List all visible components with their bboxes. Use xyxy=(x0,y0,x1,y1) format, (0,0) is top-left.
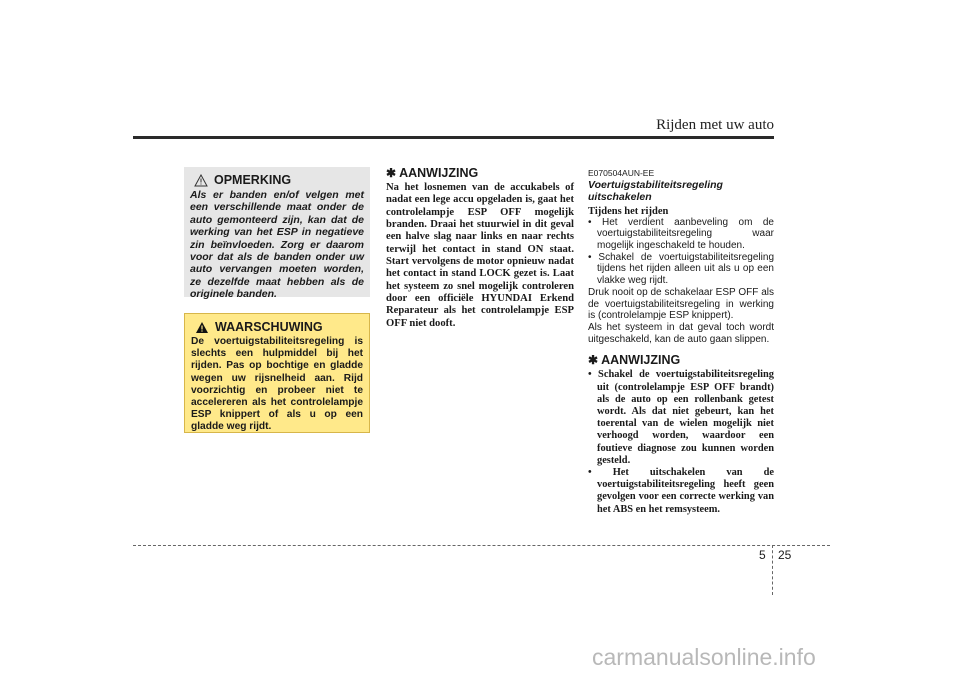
note-box xyxy=(184,167,370,301)
list-item-text: Het verdient aanbeveling om de voertuigstabiliteitsregeling waar mogelijk ingeschakeld te houden. xyxy=(597,216,774,251)
list-item: • Het uitschakelen van de voertuigstabiliteitsregeling heeft geen gevolgen voor een correcte werking van het ABS en het remsysteem. xyxy=(588,466,774,515)
page-number: 25 xyxy=(778,548,792,562)
star-cross-icon: ✱ xyxy=(386,166,397,180)
note-box-heading-row xyxy=(194,173,364,187)
warning-triangle-filled-icon xyxy=(195,321,209,334)
aanwijzing2-heading-row xyxy=(588,353,774,367)
paragraph: Druk nooit op de schakelaar ESP OFF als de voertuigstabiliteitsregeling in werking is (controlelampje ESP knippert). xyxy=(588,286,774,322)
section-code: E070504AUN-EE xyxy=(588,168,655,178)
page-header-title: Rijden met uw auto xyxy=(656,117,774,133)
list-item-text: Schakel de voertuigstabiliteitsregeling tijdens het rijden alleen uit als u op een vlakke weg rijdt. xyxy=(597,251,775,287)
footer-rule xyxy=(133,545,830,546)
warning-box-heading-row xyxy=(195,320,363,334)
list-item-text: Het uitschakelen van de voertuigstabiliteitsregeling heeft geen gevolgen voor een correcte werking van het ABS en het remsysteem. xyxy=(597,466,774,515)
note-box-heading: OPMERKING xyxy=(214,173,292,187)
list-item-text: Schakel de voertuigstabiliteitsregeling uit (controlelampje ESP OFF brandt) als de auto op een rollenbank getest wordt. Als dat niet gebeurt, kan het toerental van de wielen mogelijk niet verhoogd worden, waardoor een foutieve diagnose zou kunnen worden gesteld. xyxy=(597,369,774,466)
list-item: • Schakel de voertuigstabiliteitsregeling tijdens het rijden alleen uit als u op een vlakke weg rijdt. xyxy=(588,251,775,287)
paragraph: Als het systeem in dat geval toch wordt uitgeschakeld, kan de auto gaan slippen. xyxy=(588,321,774,345)
warning-box-heading: WAARSCHUWING xyxy=(215,320,323,334)
warning-box-body: De voertuigstabiliteitsregeling is slechts een hulpmiddel bij het rijden. Pas op bochtige en gladde wegen uw rijsnelheid aan. Rijd voorzichtig en probeer niet te accelereren als het controlelampje ESP knippert of als u op een gladde weg rijdt. xyxy=(191,336,363,433)
footer-divider xyxy=(772,545,773,595)
section-subheading: Tijdens het rijden xyxy=(588,205,669,217)
column-aanwijzing xyxy=(386,166,574,330)
chapter-number: 5 xyxy=(759,548,766,562)
star-cross-icon: ✱ xyxy=(588,353,599,368)
warning-box xyxy=(184,313,370,433)
list-item: • Schakel de voertuigstabiliteitsregeling uit (controlelampje ESP OFF brandt) als de auto op een rollenbank getest wordt. Als dat niet gebeurt, kan het toerental van de wielen mogelijk niet verhoogd worden, waardoor een foutieve diagnose zou kunnen worden gesteld. xyxy=(588,369,774,466)
aanwijzing-body: Na het losnemen van de accukabels of nadat een lege accu opgeladen is, gaat het controlelampje ESP OFF mogelijk branden. Draai het stuurwiel in dit geval een halve slag naar links en naar rechts terwijl het contact in stand ON staat. Start vervolgens de motor opnieuw nadat het contact in stand LOCK gezet is. Laat het systeem zo snel mogelijk controleren door een officiële HYUNDAI Erkend Reparateur als het controlelampje ESP OFF niet dooft. xyxy=(386,182,574,329)
section-subtitle: Voertuigstabiliteitsregeling uitschakelen xyxy=(588,179,723,203)
warning-triangle-outline-icon xyxy=(194,174,208,187)
list-item: • Het verdient aanbeveling om de voertuigstabiliteitsregeling waar mogelijk ingeschakeld te houden. xyxy=(588,216,774,251)
aanwijzing2-heading: AANWIJZING xyxy=(601,353,681,368)
column-esp xyxy=(588,166,774,516)
aanwijzing-heading-row xyxy=(386,166,574,180)
aanwijzing-heading: AANWIJZING xyxy=(399,166,479,180)
header-rule xyxy=(133,136,774,139)
watermark: carmanualsonline.info xyxy=(592,644,816,670)
note-box-body: Als er banden en/of velgen met een verschillende maat onder de auto gemonteerd zijn, kan dat de werking van het ESP in negatieve zin beïnvloeden. Zorg er daarom voor dat als de banden onder uw auto vervangen moeten worden, ze dezelfde maat hebben als de originele banden. xyxy=(190,189,364,301)
